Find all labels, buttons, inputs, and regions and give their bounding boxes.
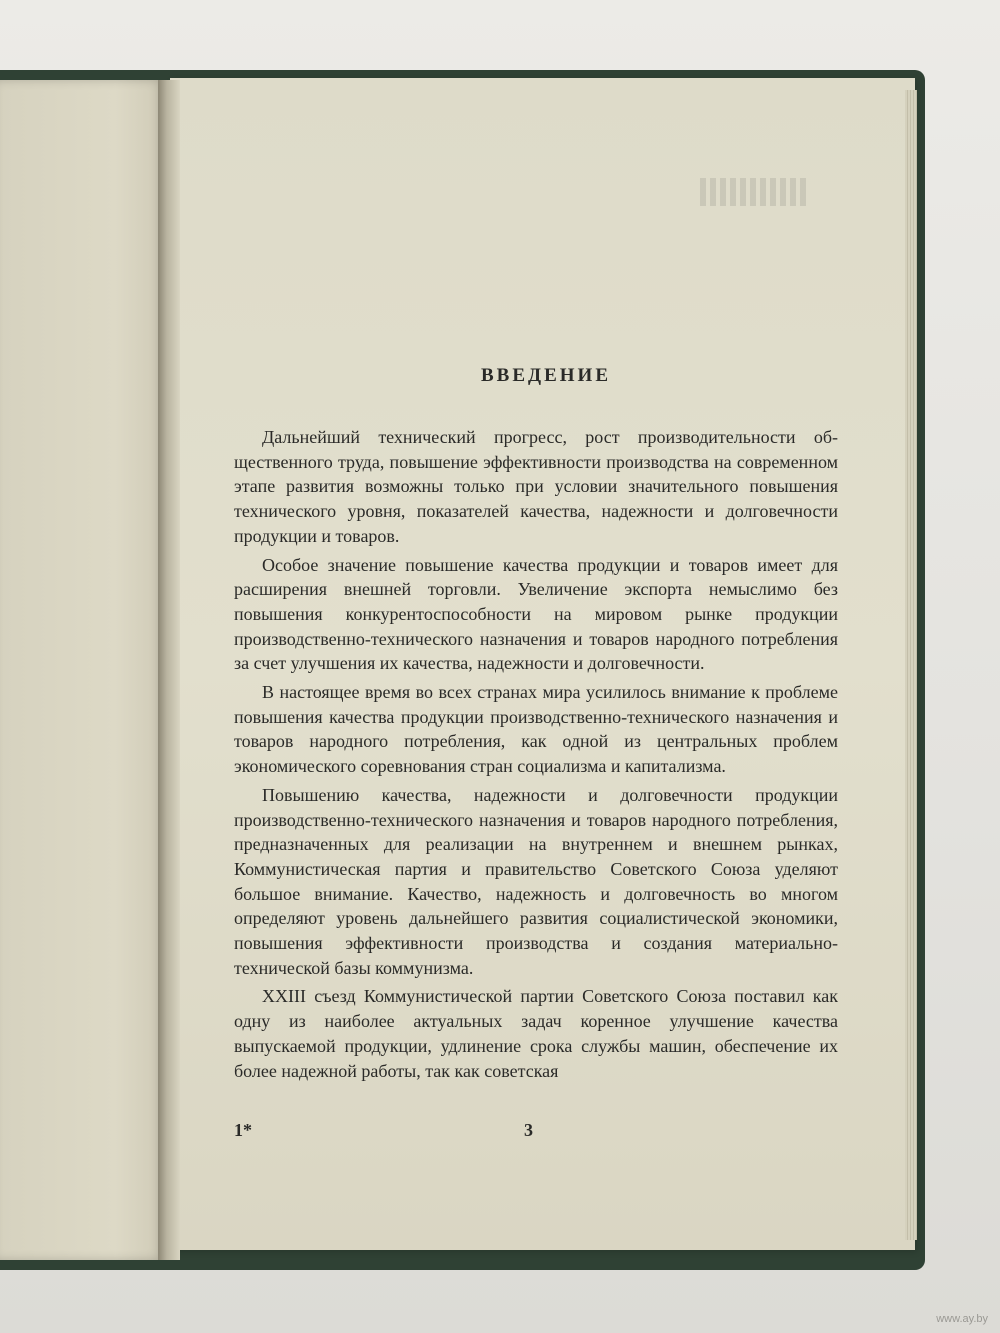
page-footer [234, 1120, 838, 1150]
page-edges [905, 90, 917, 1240]
paragraph-1: Дальнейший технический прогресс, рост производительности общественного труда, повышение эффективности производства на современном этапе развития возможны только при условии значительного повышения технического уровня, показателей качества, надежности и долговечности продукции и товаров. [234, 427, 838, 546]
paragraph-5: XXIII съезд Коммунистической партии Советского Союза поставил как одну из наиболее актуальных задач коренное улучшение качества выпускаемой продукции, удлинение срока службы машин, обеспечение их более надежной работы, так как советская [234, 986, 838, 1081]
book-gutter [158, 80, 180, 1260]
paragraph-3: В настоящее время во всех странах мира усилилось внимание к проблеме повышения качества продукции производственно-технического назначения и товаров народного потребления, как одной из центральных проблем экономического соревнования стран социализма и капитализма. [234, 682, 838, 777]
paragraph-2: Особое значение повышение качества продукции и товаров имеет для расширения внешней торговли. Увеличение экспорта немыслимо без повышения конкурентоспособности на мировом рынке продукции производственно-технического назначения и товаров народного потребления за счет улучшения их качества, надежности и долговечности. [234, 554, 838, 674]
show-through-text [700, 178, 810, 206]
page-number: 3 [524, 1120, 533, 1140]
chapter-title: ВВЕДЕНИЕ [481, 365, 611, 386]
signature-mark: 1* [234, 1120, 252, 1140]
left-page [0, 80, 165, 1260]
paragraph-4: Повышению качества, надежности и долговечности продукции производственно-технического назначения и товаров народного потребления, предназначенных для реализации на внутреннем и внешнем рынках, Коммунистическая партия и правительство Советского Союза уделяют большое внимание. Качество, надежность и долговечность во многом определяют уровень дальнейшего развития социалистической экономики, повышения эффективности производства и создания материально-технической базы коммунизма. [234, 784, 838, 978]
page-text-block [234, 365, 838, 1087]
watermark: www.ay.by [936, 1313, 988, 1325]
